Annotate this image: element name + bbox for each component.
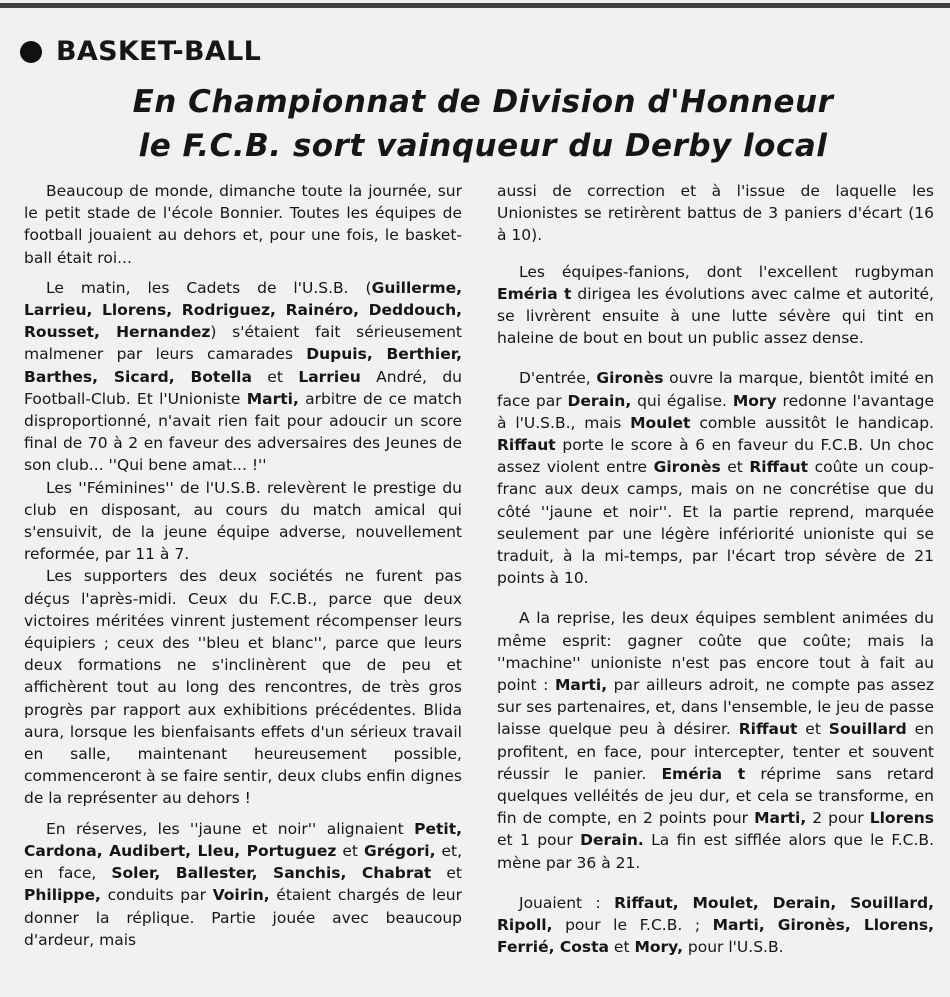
player-name: Riffaut, Moulet, Derain, Souillard, Ripoll, <box>497 893 934 935</box>
rubric-label: BASKET-BALL <box>56 36 262 67</box>
player-name: Eméria t <box>497 284 572 303</box>
player-name: Riffaut <box>738 720 798 739</box>
player-name: Mory, <box>634 938 683 957</box>
headline-line-2: le F.C.B. sort vainqueur du Derby local <box>138 128 828 164</box>
player-name: Eméria t <box>661 764 746 783</box>
paragraph <box>497 367 934 589</box>
player-name: Petit, Cardona, Audibert, Lleu, Portuguez <box>24 819 462 860</box>
player-name: Philippe, <box>24 886 101 905</box>
text-run: A la reprise, les deux équipes semblent animées du même esprit: gagner coûte que coûte; mais la ''machine'' unioniste n'est pas encore tout à fait au point : <box>497 609 934 695</box>
player-name: Soler, Ballester, Sanchis, Chabrat <box>111 864 432 883</box>
article-column-right <box>497 180 934 959</box>
text-run: et 1 pour <box>497 831 581 850</box>
player-name: Grégori, <box>364 841 436 860</box>
paragraph <box>497 607 934 873</box>
paragraph <box>24 818 462 951</box>
player-name: Gironès <box>653 458 721 477</box>
text-run: En réserves, les ''jaune et noir'' alignaient <box>46 819 415 838</box>
paragraph <box>497 180 934 247</box>
player-name: Guillerme, Larrieu, Llorens, Rodriguez, Rainéro, Deddouch, Rousset, Hernandez <box>24 278 462 342</box>
text-run: et <box>609 938 635 957</box>
player-name: Dupuis, Berthier, Barthes, Sicard, Botella <box>24 345 462 386</box>
text-run: porte le score à 6 en faveur du F.C.B. Un choc assez violent entre <box>497 436 934 477</box>
text-run: dirigea les évolutions avec calme et autorité, se livrèrent ensuite à une lutte sévère qui tint en haleine de bout en bout un public assez dense. <box>497 284 934 348</box>
article-column-left <box>24 180 462 951</box>
text-run: en profitent, en face, pour intercepter, tenter et souvent réussir le panier. <box>497 720 934 783</box>
text-run: par ailleurs adroit, ne compte pas assez sur ses partenaires, et, dans l'ensemble, le jeu de passe laisse quelque peu à désirer. <box>497 676 934 739</box>
paragraph <box>24 180 462 269</box>
text-run: comble aussitôt le handicap. <box>690 413 934 432</box>
bullet-icon <box>20 41 42 63</box>
text-run: pour l'U.S.B. <box>682 938 784 957</box>
player-name: Marti, <box>554 676 608 695</box>
player-name: Moulet <box>630 413 691 432</box>
text-run: pour le F.C.B. ; <box>552 916 713 935</box>
text-run: Les ''Féminines'' de l'U.S.B. relevèrent le prestige du club en disposant, au cours du match amical qui s'ensuivit, de la jeune équipe adverse, nouvellement reformée, par 11 à 7. <box>24 478 462 564</box>
player-name: Larrieu <box>298 367 361 386</box>
text-run: André, du Football-Club. Et l'Unioniste <box>24 367 462 408</box>
player-name: Voirin, <box>212 886 270 905</box>
paragraph <box>24 277 462 477</box>
player-name: Riffaut <box>497 436 556 455</box>
text-run: coûte un coup-franc aux deux camps, mais on ne concrétise que du côté ''jaune et noir''. Et la partie reprend, marquée seulement par une légère infériorité unioniste qui se traduit, à la mi-temps, par l'écart trop sévère de 21 points à 10. <box>497 458 934 588</box>
text-run: qui égalise. <box>631 391 733 410</box>
paragraph <box>24 477 462 566</box>
text-run: ) s'étaient fait sérieusement malmener par leurs camarades <box>24 323 462 364</box>
text-run: et <box>251 367 299 386</box>
player-name: Marti, Gironès, Llorens, Ferrié, Costa <box>497 916 934 957</box>
text-run: D'entrée, <box>519 369 597 388</box>
paragraph <box>497 261 934 350</box>
text-run: conduits par <box>100 886 213 905</box>
headline-line-1: En Championnat de Division d'Honneur <box>132 84 834 120</box>
top-rule <box>0 3 950 8</box>
text-run: et <box>336 841 364 860</box>
section-rubric <box>20 36 261 67</box>
text-run: Le matin, les Cadets de l'U.S.B. ( <box>46 278 372 297</box>
player-name: Llorens <box>869 809 934 828</box>
player-name: Mory <box>732 391 777 410</box>
text-run: réprime sans retard quelques velléités de jeu dur, et cela se transforme, en fin de compte, en 2 points pour <box>497 764 934 828</box>
text-run: arbitre de ce match disproportionné, n'avait rien fait pour adoucir un score final de 70 à 2 en faveur des adversaires des Jeunes de son club... ''Qui bene amat... !'' <box>24 389 462 475</box>
text-run: La fin est sifflée alors que le F.C.B. mène par 36 à 21. <box>497 831 934 872</box>
text-run: aussi de correction et à l'issue de laquelle les Unionistes se retirèrent battus de 3 paniers d'écart (16 à 10). <box>497 182 934 245</box>
text-run: Les supporters des deux sociétés ne furent pas déçus l'après-midi. Ceux du F.C.B., parce que deux victoires méritées vinrent justement récompenser leurs équipiers ; ceux des ''bleu et blanc'', parce que leurs deux formations ne s'inclinèrent que de peu et affichèrent tout au long des rencontres, de très gros progrès par rapport aux exhibitions précédentes. Blida aura, lorsque les bienfaisants effets d'un sérieux travail en salle, maintenant heureusement possible, commenceront à se faire sentir, deux clubs enfin dignes de la représenter au dehors ! <box>24 567 462 808</box>
player-name: Derain. <box>580 831 644 850</box>
text-run: redonne l'avantage à l'U.S.B., mais <box>497 391 934 432</box>
text-run: Les équipes-fanions, dont l'excellent rugbyman <box>519 262 934 281</box>
text-run: et <box>431 864 462 883</box>
paragraph <box>497 892 934 959</box>
text-run: et <box>720 458 750 477</box>
text-run: Beaucoup de monde, dimanche toute la journée, sur le petit stade de l'école Bonnier. Toutes les équipes de football jouaient au dehors et, pour une fois, le basket-ball était roi... <box>24 182 462 267</box>
text-run: et, en face, <box>24 841 463 883</box>
player-name: Gironès <box>596 369 664 388</box>
player-name: Marti, <box>246 389 299 408</box>
player-name: Souillard <box>828 720 907 739</box>
player-name: Riffaut <box>749 458 809 477</box>
text-run: ouvre la marque, bientôt imité en face par <box>497 369 934 410</box>
text-run: et <box>797 720 829 739</box>
text-run: étaient chargés de leur donner la réplique. Partie jouée avec beaucoup d'ardeur, mais <box>24 886 462 949</box>
text-run: Jouaient : <box>519 893 615 912</box>
paragraph <box>24 565 462 809</box>
player-name: Derain, <box>567 391 632 410</box>
player-name: Marti, <box>754 809 807 828</box>
text-run: 2 pour <box>806 809 870 828</box>
